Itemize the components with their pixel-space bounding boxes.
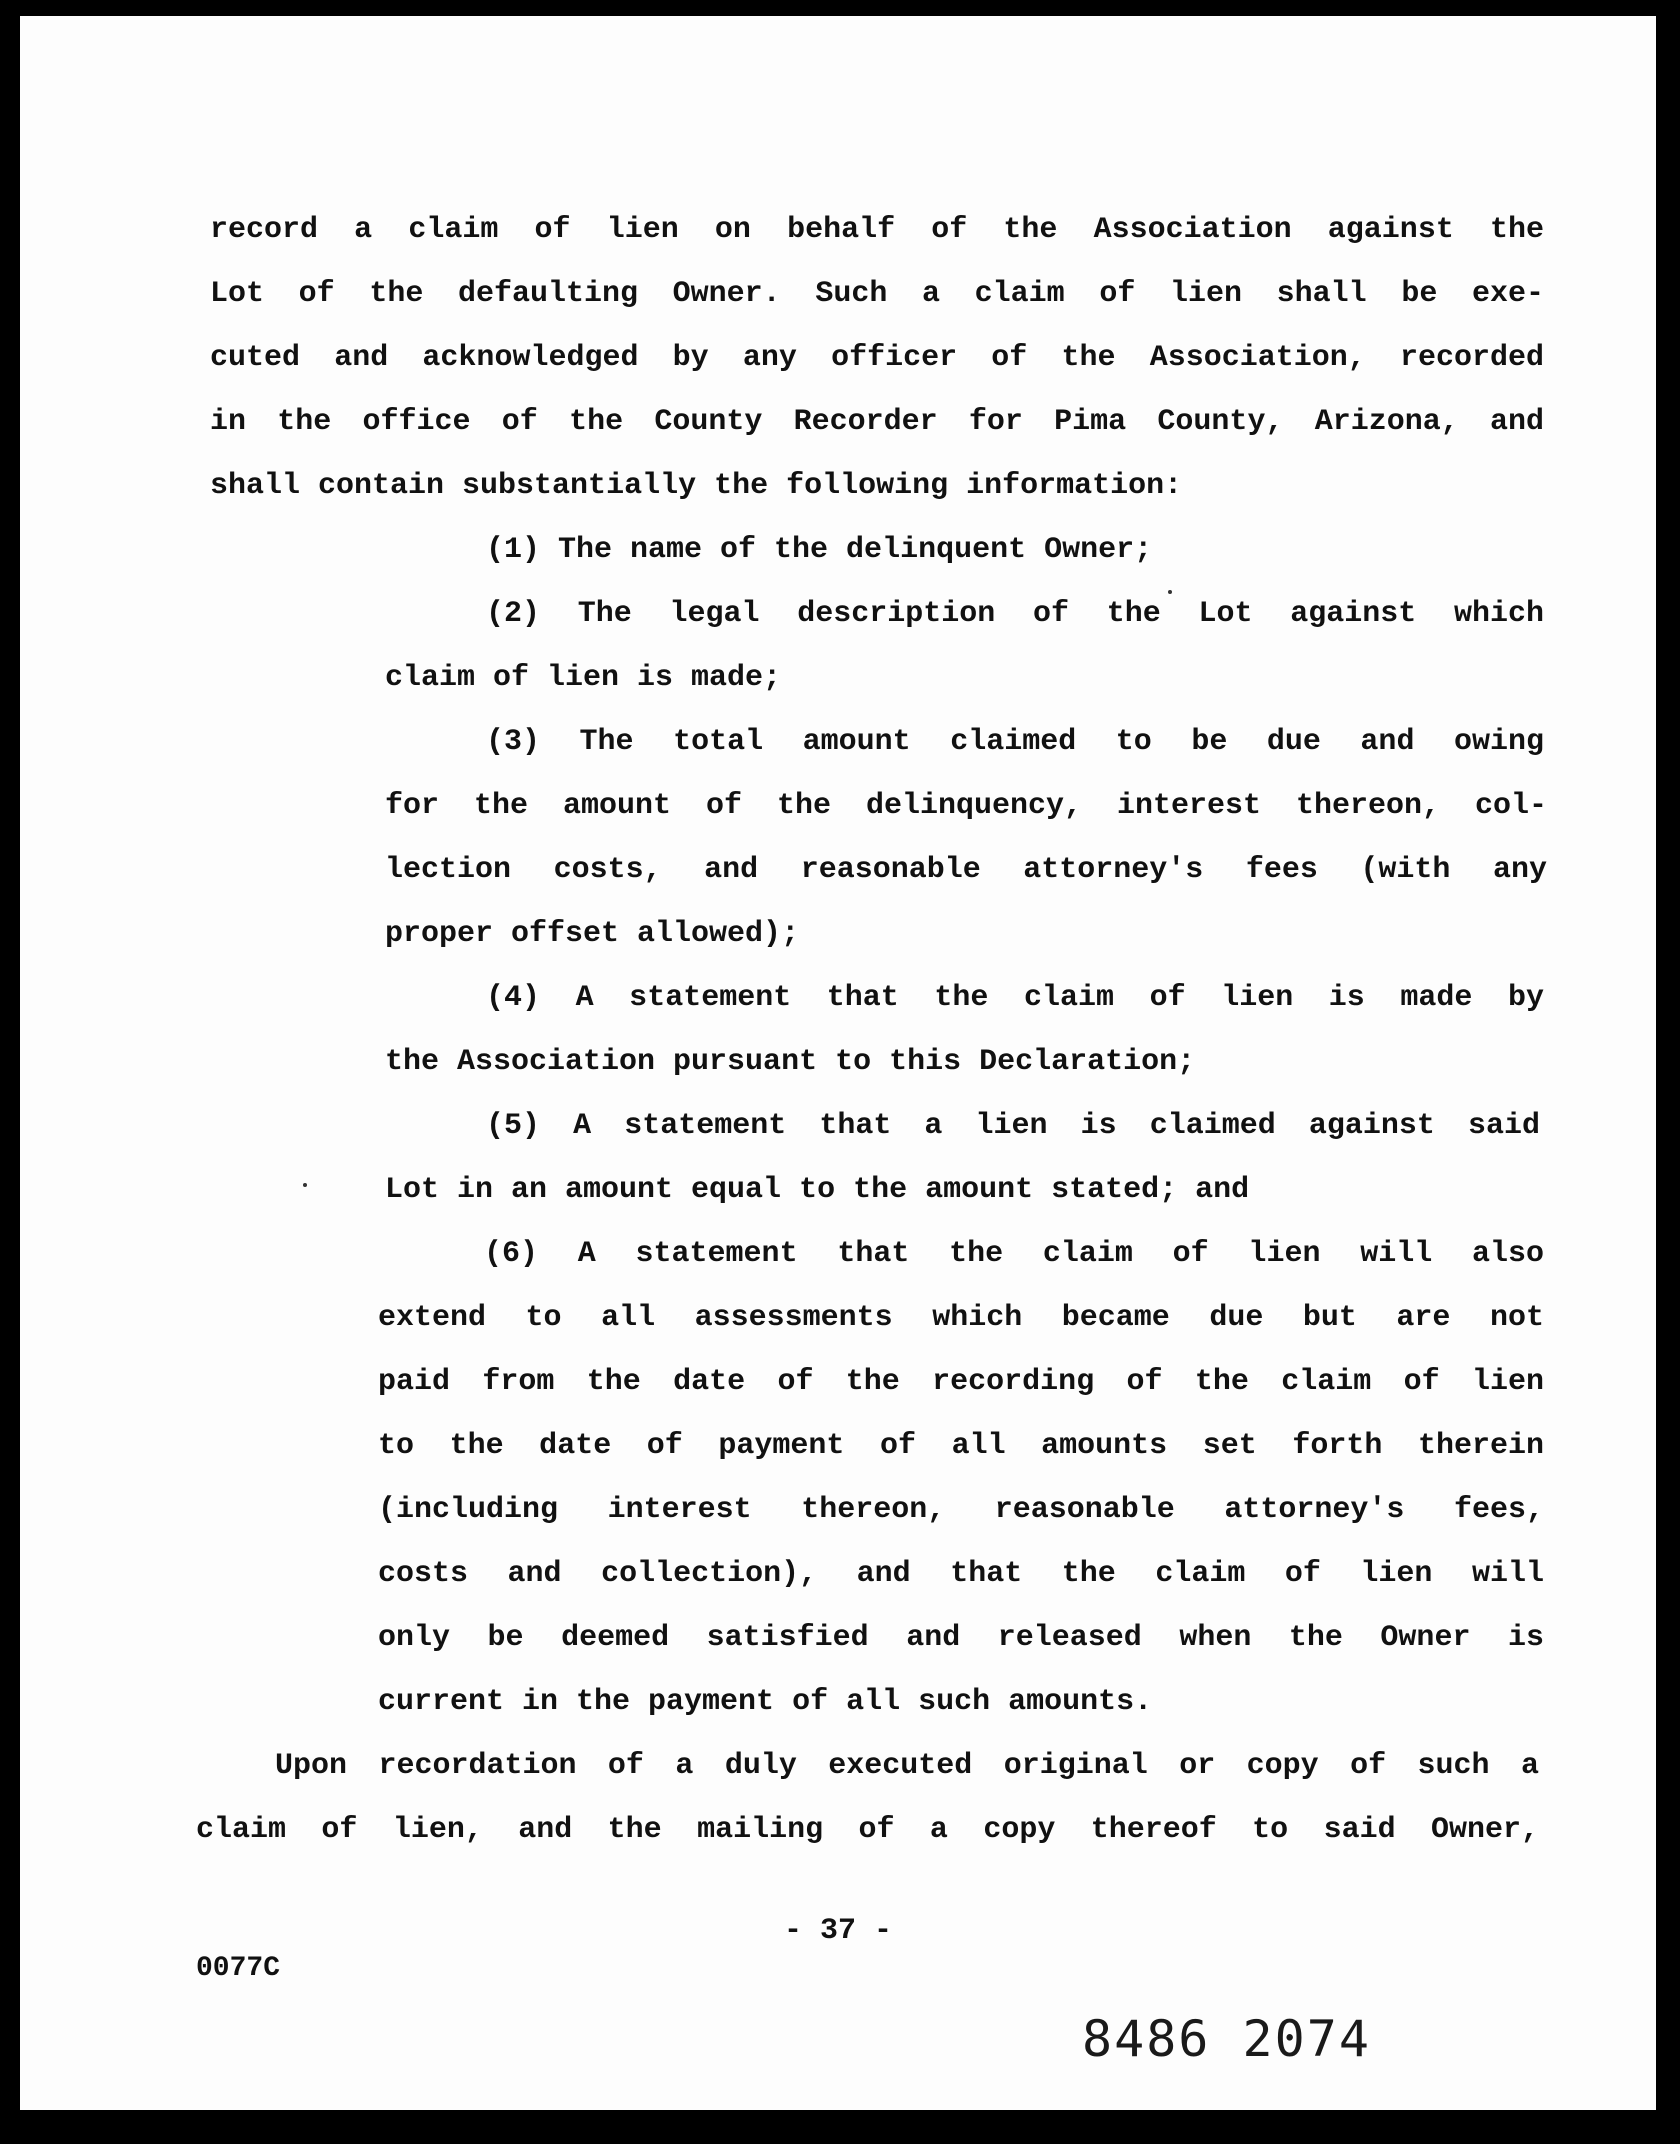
text-line: claim of lien, and the mailing of a copy thereof to said Owner, [196, 1813, 1539, 1847]
scan-speck [1168, 590, 1172, 594]
text-line: current in the payment of all such amounts. [378, 1685, 1153, 1719]
text-line: in the office of the County Recorder for Pima County, Arizona, and [210, 405, 1544, 439]
text-line: proper offset allowed); [385, 917, 800, 951]
list-item-5: (5) A statement that a lien is claimed against said [486, 1109, 1540, 1143]
list-item-4: (4) A statement that the claim of lien is made by [486, 981, 1544, 1015]
text-line: cuted and acknowledged by any officer of the Association, recorded [210, 341, 1544, 375]
text-line: Lot of the defaulting Owner. Such a claim of lien shall be exe- [210, 277, 1544, 311]
list-item-1: (1) The name of the delinquent Owner; [486, 533, 1153, 567]
text-line: for the amount of the delinquency, interest thereon, col- [385, 789, 1547, 823]
text-line: paid from the date of the recording of the claim of lien [378, 1365, 1544, 1399]
text-line: the Association pursuant to this Declaration; [385, 1045, 1196, 1079]
text-line: claim of lien is made; [385, 661, 782, 695]
text-line: costs and collection), and that the claim of lien will [378, 1557, 1544, 1591]
scan-speck [303, 1183, 307, 1187]
text-line: (including interest thereon, reasonable attorney's fees, [378, 1493, 1544, 1527]
text-line: extend to all assessments which became due but are not [378, 1301, 1544, 1335]
text-line: Upon recordation of a duly executed original or copy of such a [275, 1749, 1539, 1783]
text-line: lection costs, and reasonable attorney's fees (with any [385, 853, 1547, 887]
list-item-6: (6) A statement that the claim of lien will also [484, 1237, 1544, 1271]
text-line: Lot in an amount equal to the amount stated; and [385, 1173, 1250, 1207]
list-item-2: (2) The legal description of the Lot against which [486, 597, 1544, 631]
text-line: shall contain substantially the following information: [210, 469, 1183, 503]
text-line: only be deemed satisfied and released when the Owner is [378, 1621, 1544, 1655]
document-code: 0077C [196, 1953, 281, 1984]
document-page [20, 16, 1656, 2110]
recording-stamp: 8486 2074 [1082, 2010, 1371, 2068]
page-number: - 37 - [783, 1914, 893, 1948]
list-item-3: (3) The total amount claimed to be due and owing [486, 725, 1544, 759]
document-body [20, 16, 1656, 2110]
text-line: to the date of payment of all amounts set forth therein [378, 1429, 1544, 1463]
text-line: record a claim of lien on behalf of the Association against the [210, 213, 1544, 247]
